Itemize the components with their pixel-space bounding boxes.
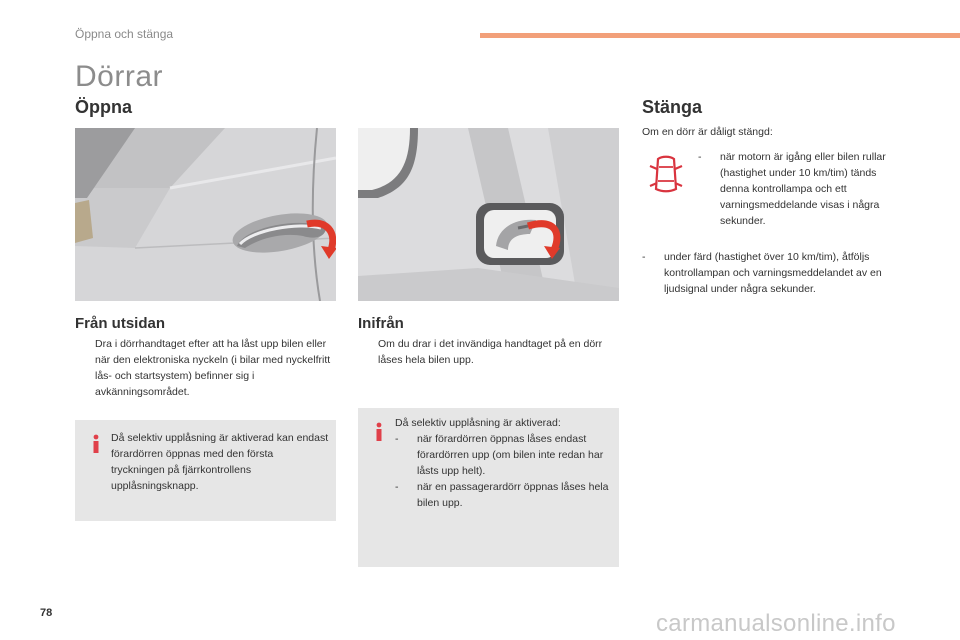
dash-marker: -	[395, 481, 399, 493]
open-section-title: Öppna	[75, 97, 132, 117]
inside-info-item	[395, 431, 609, 479]
close-intro: Om en dörr är dåligt stängd:	[642, 126, 773, 138]
outside-instruction-text: Dra i dörrhandtaget efter att ha låst upp bilen eller när den elektroniska nyckeln (i bilar med nyckelfritt lås- och startsystem) befinner sig i avkänningsområdet.	[95, 338, 331, 398]
inside-instruction-text: Om du drar i det invändiga handtaget på en dörr låses hela bilen upp.	[378, 338, 603, 366]
inside-instruction	[358, 336, 620, 368]
dash-marker: -	[395, 433, 399, 445]
inside-info-content	[395, 415, 609, 511]
inside-info-item	[395, 479, 609, 511]
watermark: carmanualsonline.info	[656, 610, 896, 637]
close-item-text: under färd (hastighet över 10 km/tim), åtföljs kontrollampan och varningsmeddelandet av en ljudsignal under några sekunder.	[664, 251, 882, 295]
close-section-title: Stänga	[642, 97, 703, 117]
inside-info-item-text: när en passagerardörr öppnas låses hela bilen upp.	[417, 481, 609, 509]
interior-door-handle-image	[358, 128, 619, 301]
outside-instruction	[75, 336, 337, 400]
outside-info-box	[75, 420, 336, 521]
close-item	[642, 249, 892, 297]
dash-marker: -	[642, 251, 646, 263]
header-accent-bar	[480, 33, 960, 38]
bullet-marker	[358, 336, 368, 368]
inside-info-box	[358, 408, 619, 567]
page-title: Dörrar	[75, 60, 164, 93]
header-section-title: Öppna och stänga	[75, 27, 174, 41]
outside-subtitle: Från utsidan	[75, 315, 166, 332]
info-icon	[89, 434, 103, 454]
inside-subtitle: Inifrån	[358, 315, 404, 332]
inside-info-item-text: när förardörren öppnas låses endast förardörren upp (om bilen inte redan har låsts upp helt).	[417, 433, 604, 477]
close-item	[698, 149, 906, 229]
page-number: 78	[40, 607, 53, 619]
outside-info-text: Då selektiv upplåsning är aktiverad kan endast förardörren öppnas med den första tryckningen på fjärrkontrollens upplåsningsknapp.	[111, 432, 329, 492]
dash-marker: -	[698, 151, 702, 163]
exterior-door-handle-image	[75, 128, 336, 301]
close-item-text: när motorn är igång eller bilen rullar (hastighet under 10 km/tim) tänds denna kontrollampa och ett varningsmeddelande visas i några sekunder.	[720, 151, 886, 227]
door-open-warning-icon	[648, 155, 684, 193]
info-icon	[372, 422, 386, 442]
inside-info-intro: Då selektiv upplåsning är aktiverad:	[395, 417, 561, 429]
bullet-marker	[75, 336, 85, 400]
